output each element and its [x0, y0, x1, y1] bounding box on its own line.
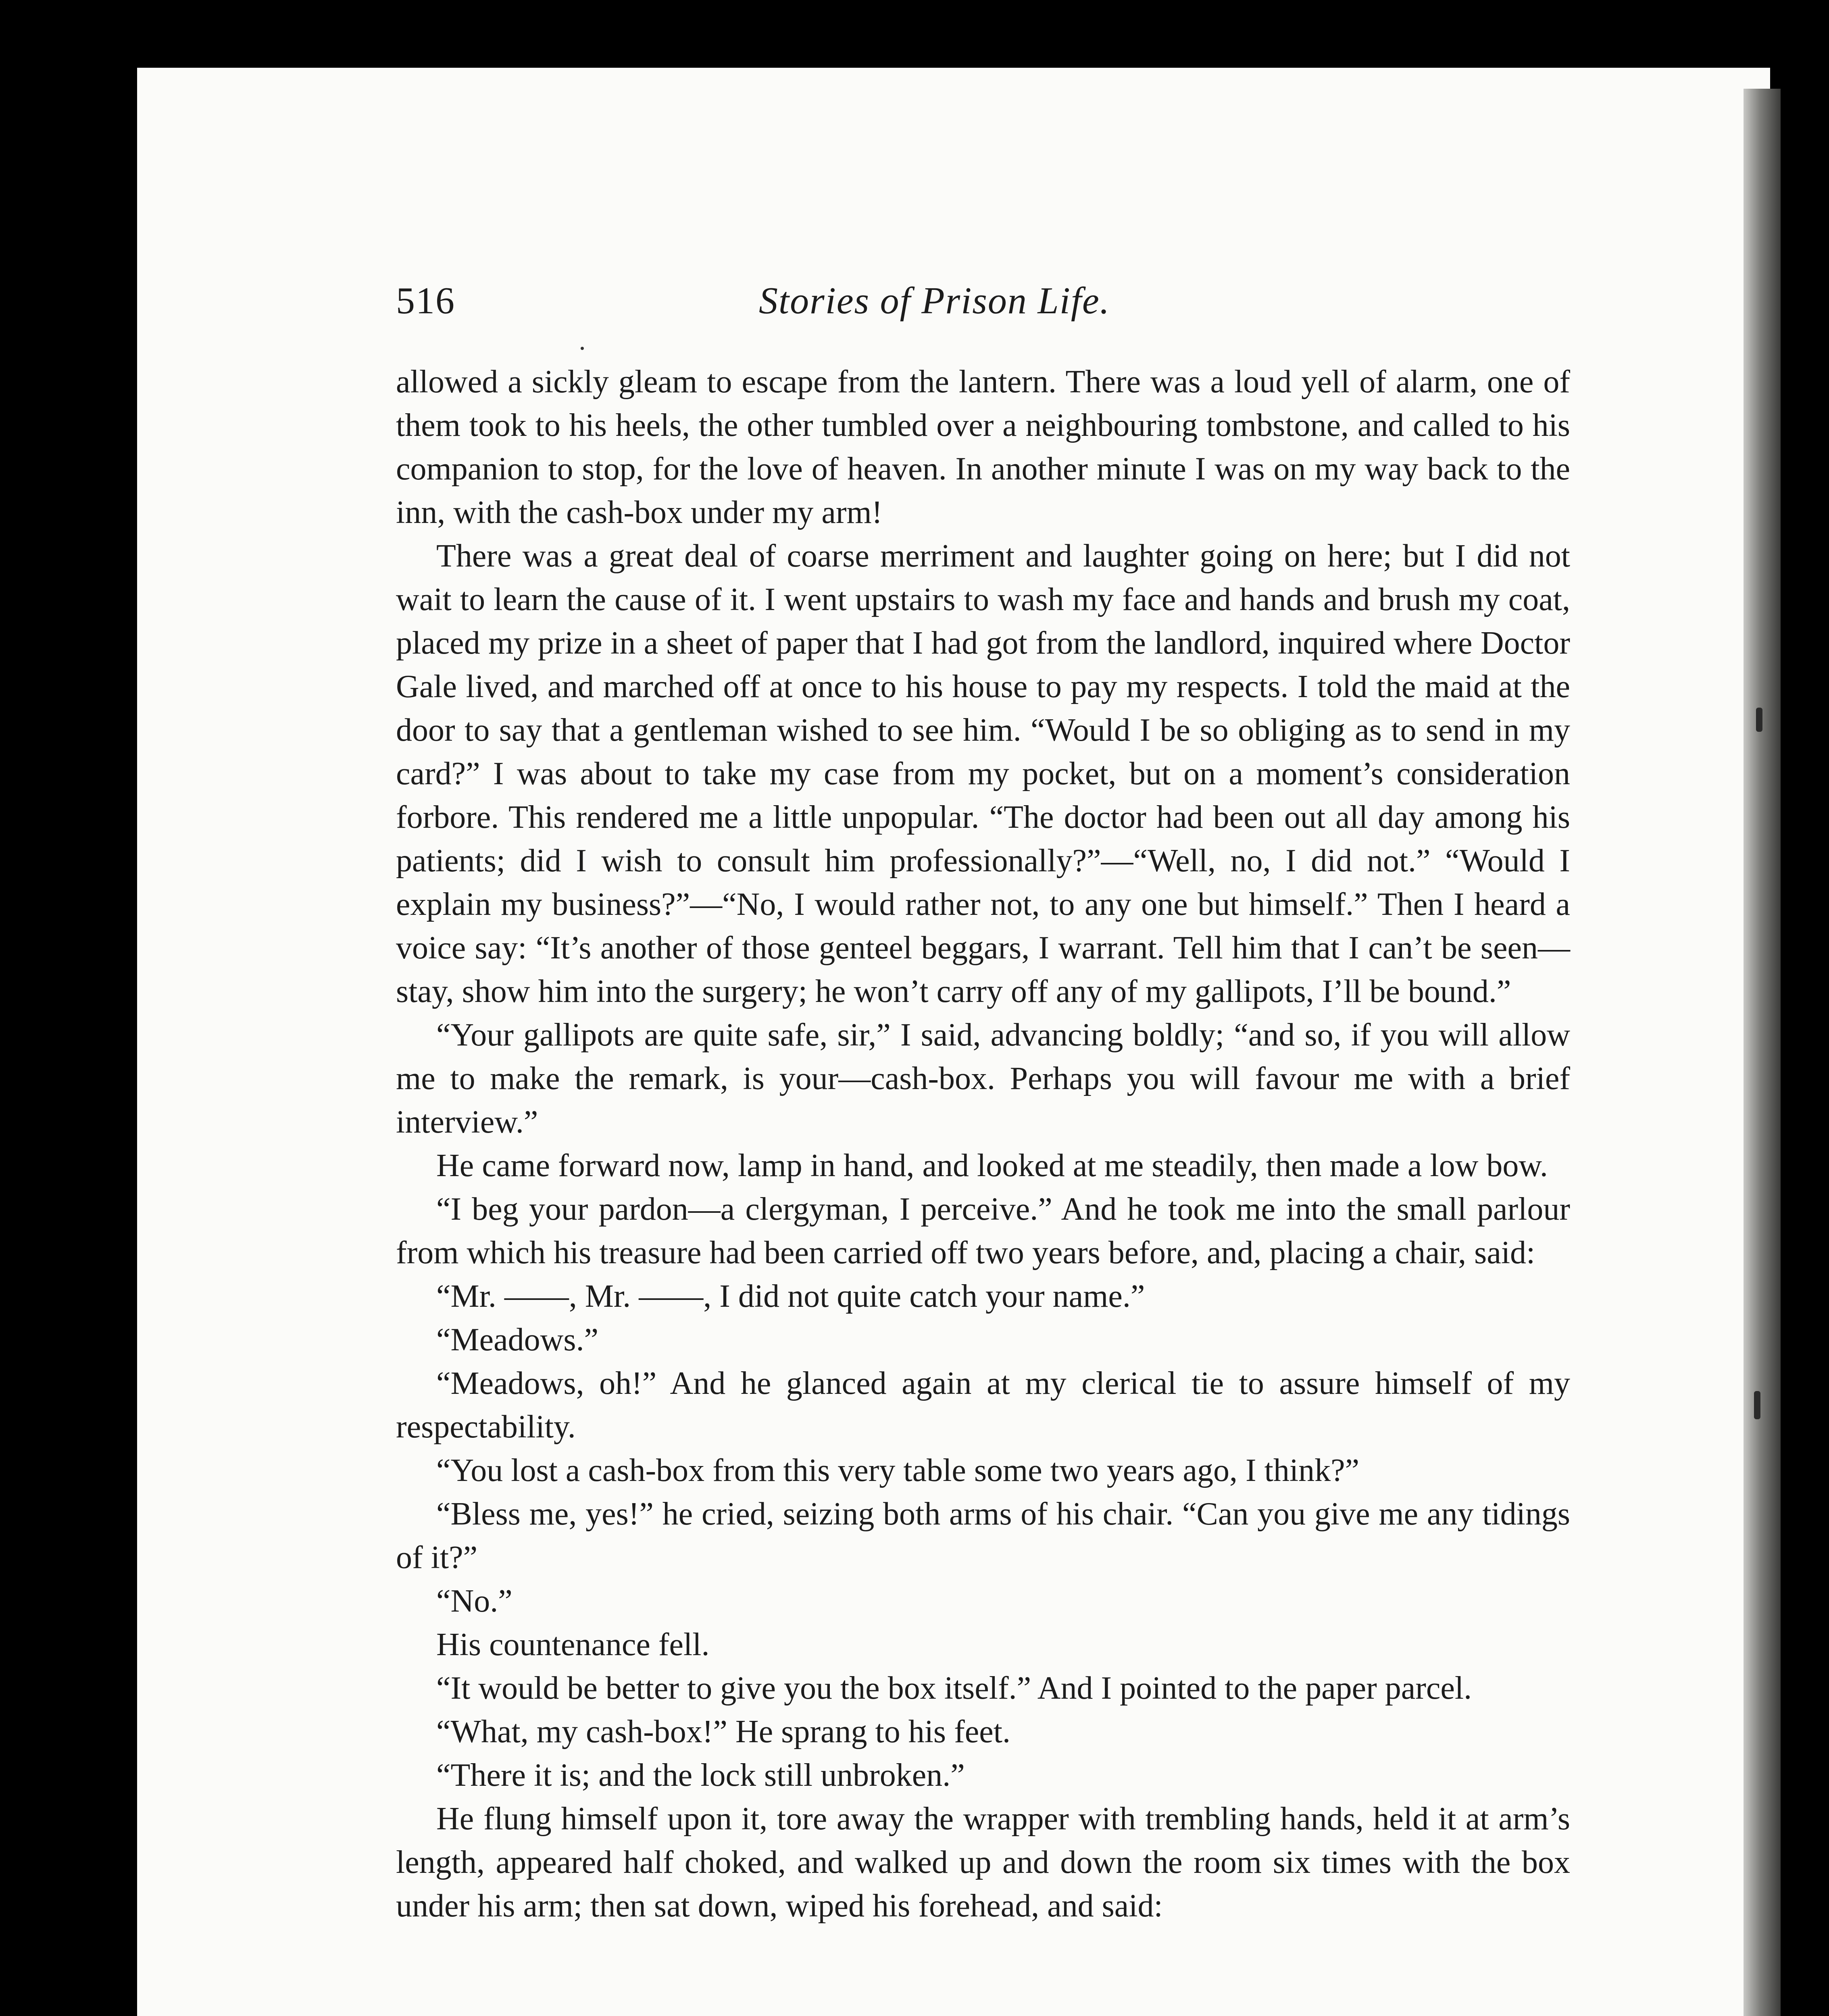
paragraph: He flung himself upon it, tore away the wrapper with trembling hands, held it at arm’s length, appeared half choked, and walked up and down the room six times with the box under his arm; then sat down, wiped his forehead, and said: [396, 1801, 1570, 1924]
paragraph: “Meadows.” [436, 1322, 599, 1358]
paragraph: allowed a sickly gleam to escape from the lantern. There was a loud yell of alarm, one of them took to his heels, the other tumbled over a neighbouring tombstone, and called to his companion to stop, for the love of heaven. In another minute I was on my way back to the inn, with the cash-box under my arm! [396, 364, 1570, 530]
paragraph: “There it is; and the lock still unbroken.” [436, 1758, 965, 1793]
paragraph: “I beg your pardon—a clergyman, I perceive.” And he took me into the small parlour from which his treasure had been carried off two years before, and, placing a chair, said: [396, 1191, 1570, 1270]
paragraph: “Meadows, oh!” And he glanced again at my clerical tie to assure himself of my respectability. [396, 1366, 1570, 1445]
paragraph: His countenance fell. [436, 1627, 710, 1662]
paragraph: He came forward now, lamp in hand, and looked at me steadily, then made a low bow. [436, 1148, 1548, 1183]
paragraph: “It would be better to give you the box itself.” And I pointed to the paper parcel. [436, 1670, 1472, 1706]
paragraph: There was a great deal of coarse merriment and laughter going on here; but I did not wait to learn the cause of it. I went upstairs to wash my face and hands and brush my coat, placed my prize in a sheet of paper that I had got from the landlord, inquired where Doctor Gale lived, and marched off at once to his house to pay my respects. I told the maid at the door to say that a gentleman wished to see him. “Would I be so obliging as to send in my card?” I was about to take my case from my pocket, but on a moment’s consideration forbore. This rendered me a little unpopular. “The doctor had been out all day among his patients; did I wish to consult him professionally?”—“Well, no, I did not.” “Would I explain my business?”—“No, I would rather not, to any one but himself.” Then I heard a voice say: “It’s another of those genteel beggars, I warrant. Tell him that I can’t be seen—stay, show him into the surgery; he won’t carry off any of my gallipots, I’ll be bound.” [396, 538, 1570, 1009]
page-number: 516 [396, 280, 455, 322]
paragraph: “What, my cash-box!” He sprang to his feet. [436, 1714, 1010, 1749]
body-text [396, 360, 1570, 1928]
paragraph: “Bless me, yes!” he cried, seizing both arms of his chair. “Can you give me any tidings of it?” [396, 1496, 1570, 1575]
paragraph: “Your gallipots are quite safe, sir,” I said, advancing boldly; “and so, if you will allow me to make the remark, is your—cash-box. Perhaps you will favour me with a brief interview.” [396, 1017, 1570, 1140]
running-head: Stories of Prison Life. [759, 280, 1110, 322]
paragraph: “Mr. ——, Mr. ——, I did not quite catch your name.” [436, 1279, 1145, 1314]
margin-mark [1754, 1391, 1760, 1419]
page-edge-shadow [1744, 89, 1781, 2016]
page-header [396, 270, 1570, 331]
margin-mark [1756, 708, 1762, 732]
page-speck [581, 347, 584, 350]
paragraph: “You lost a cash-box from this very table some two years ago, I think?” [436, 1453, 1360, 1488]
paragraph: “No.” [436, 1583, 512, 1619]
